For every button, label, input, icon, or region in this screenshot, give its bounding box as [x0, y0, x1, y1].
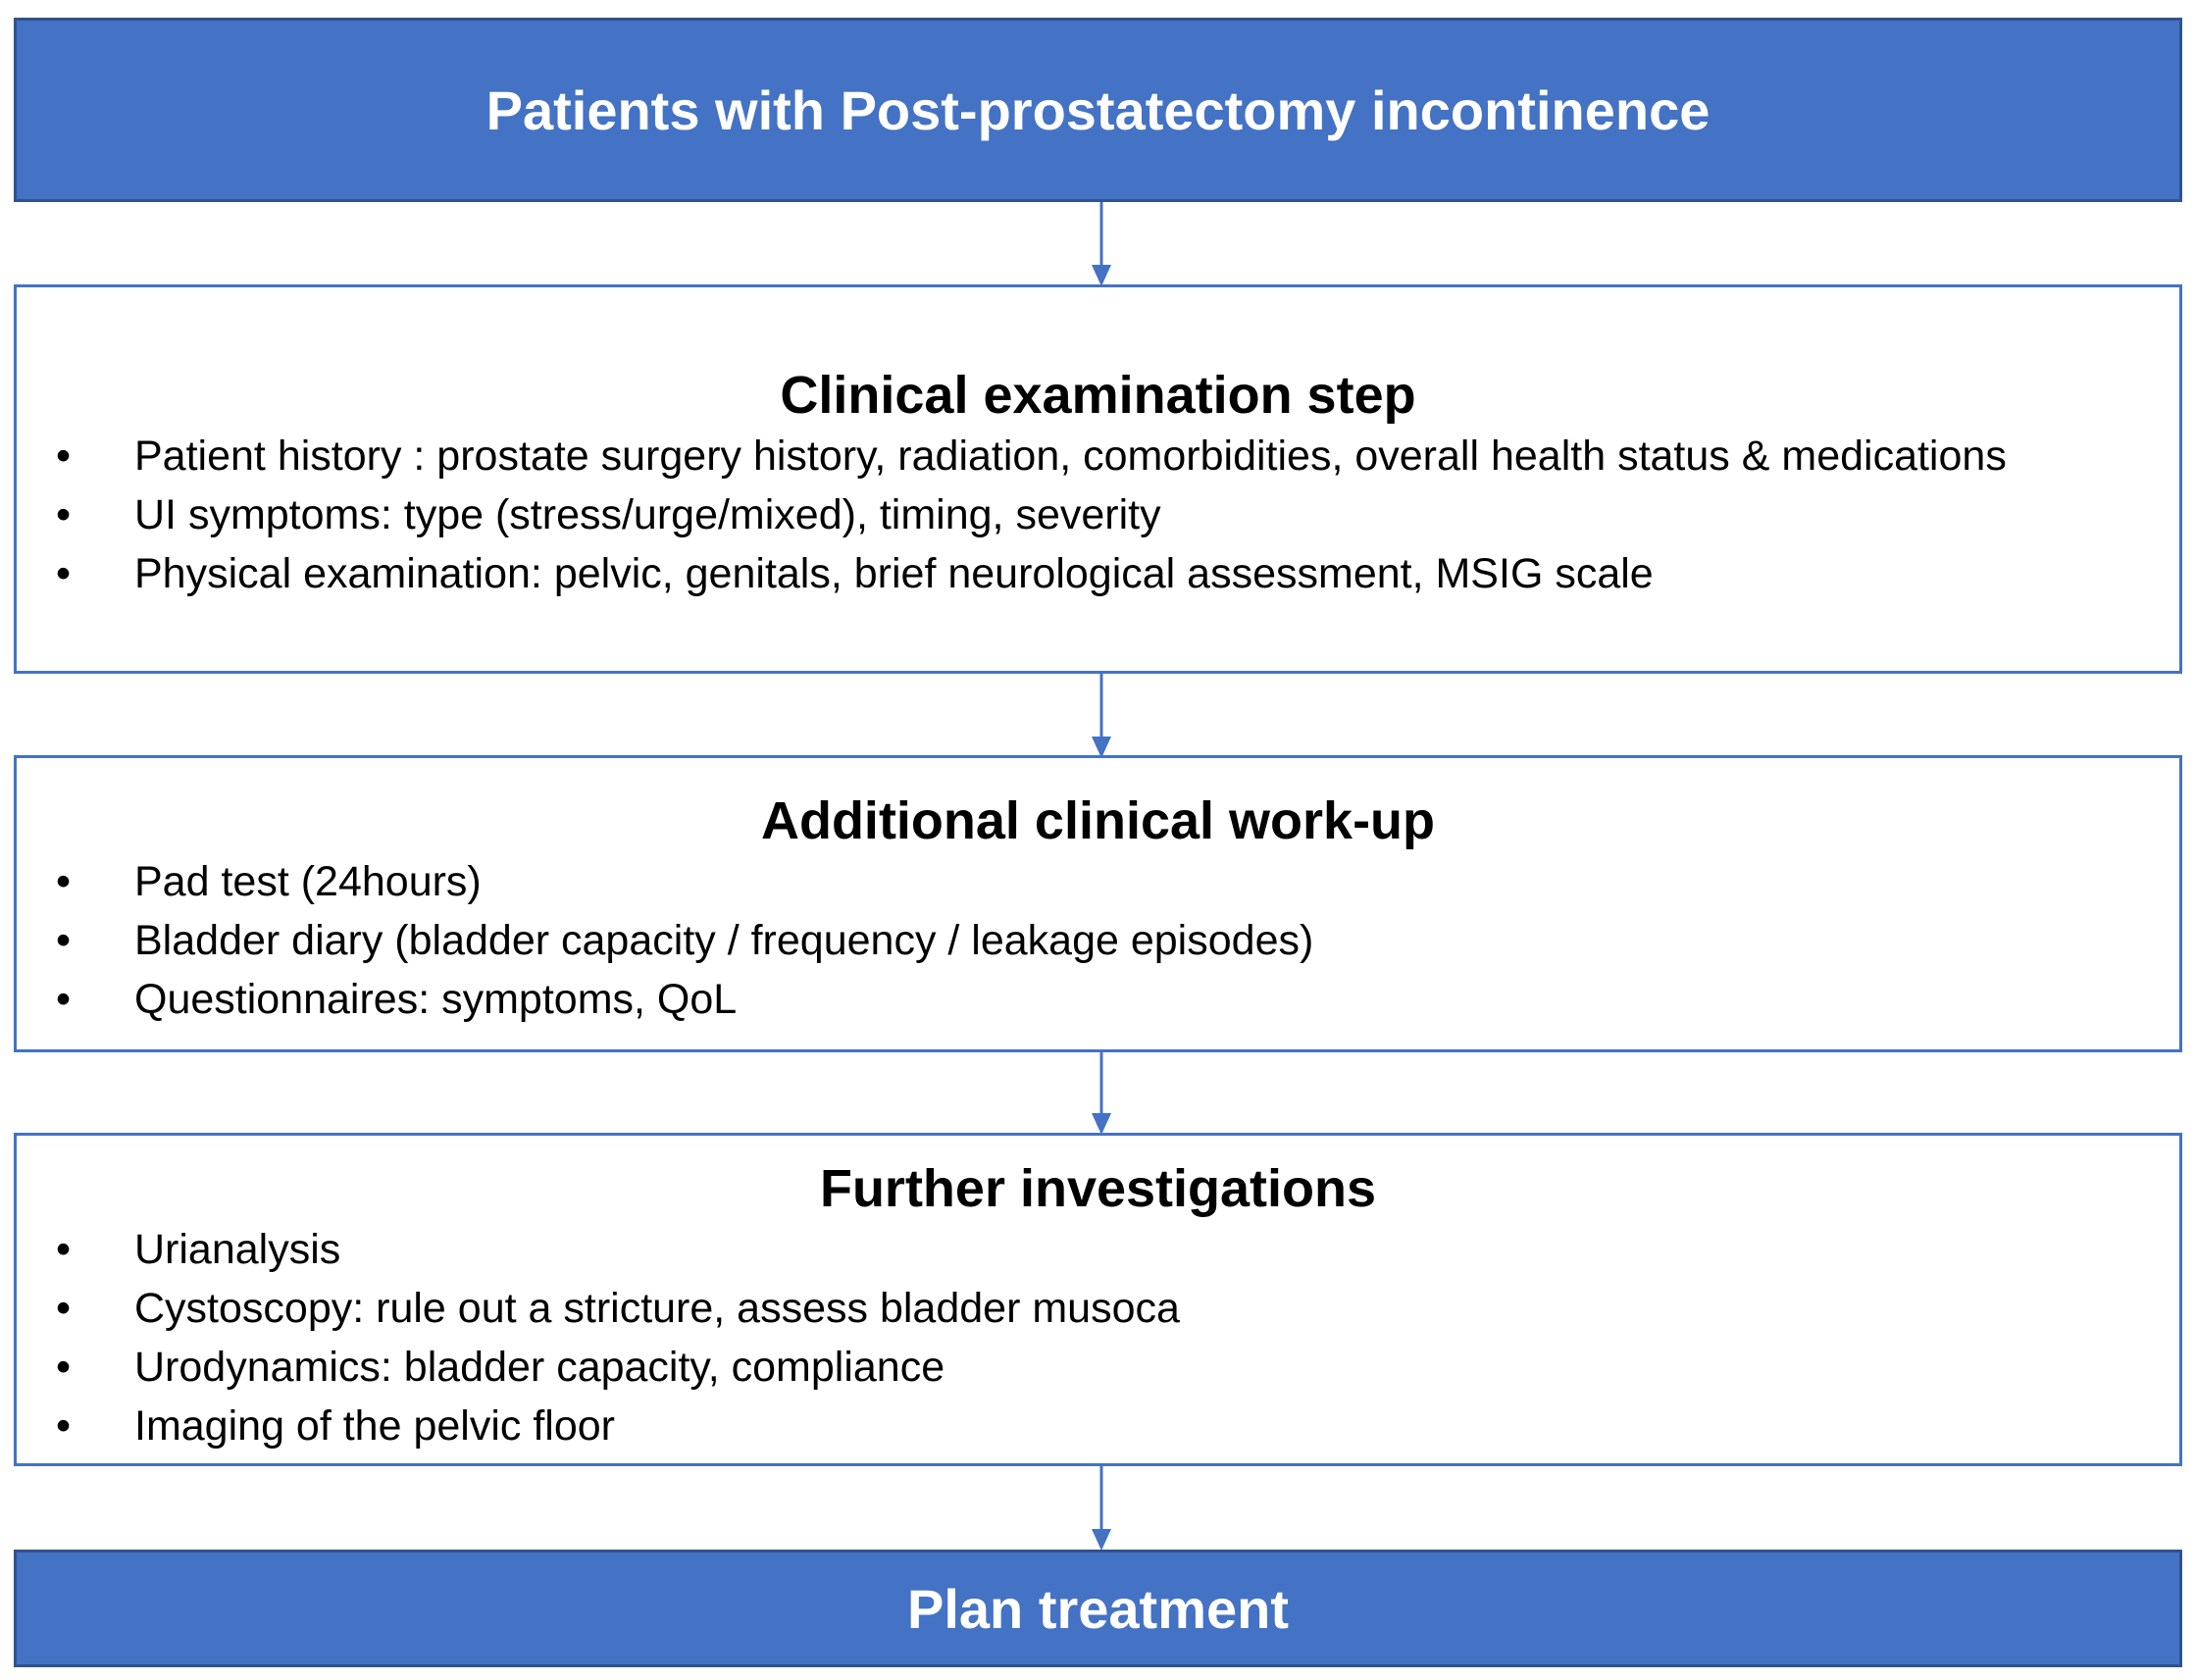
additional-workup-box — [14, 755, 2182, 1052]
list-item: • Bladder diary (bladder capacity / frequency / leakage episodes) — [56, 917, 1314, 964]
end-box-title: Plan treatment — [907, 1577, 1289, 1640]
clinical-examination-box — [14, 284, 2182, 674]
arrow-down-icon — [1090, 1466, 1113, 1551]
list-item: • Physical examination: pelvic, genitals, brief neurological assessment, MSIG scale — [56, 550, 1654, 597]
list-item: • Urodynamics: bladder capacity, compliance — [56, 1344, 945, 1391]
clinical-examination-list — [36, 427, 2160, 603]
arrow-down-icon — [1090, 674, 1113, 758]
list-item: • Patient history : prostate surgery history, radiation, comorbidities, overall health status & medications — [56, 433, 2007, 480]
additional-workup-title: Additional clinical work-up — [760, 791, 1436, 850]
start-box — [14, 18, 2182, 202]
list-item: • Cystoscopy: rule out a stricture, assess bladder musoca — [56, 1285, 1180, 1332]
further-investigations-title: Further investigations — [819, 1159, 1377, 1218]
arrow-down-icon — [1090, 202, 1113, 286]
list-item: • Imaging of the pelvic floor — [56, 1402, 615, 1450]
additional-workup-list — [36, 852, 2160, 1029]
further-investigations-list — [36, 1220, 2160, 1455]
list-item: • Pad test (24hours) — [56, 858, 482, 905]
further-investigations-box — [14, 1133, 2182, 1466]
arrow-down-icon — [1090, 1052, 1113, 1135]
clinical-examination-title: Clinical examination step — [780, 366, 1416, 425]
list-item: • Questionnaires: symptoms, QoL — [56, 976, 738, 1023]
start-box-title: Patients with Post-prostatectomy incontinence — [485, 78, 1710, 141]
list-item: • Urianalysis — [56, 1226, 341, 1273]
end-box — [14, 1550, 2182, 1667]
list-item: • UI symptoms: type (stress/urge/mixed), timing, severity — [56, 491, 1161, 538]
